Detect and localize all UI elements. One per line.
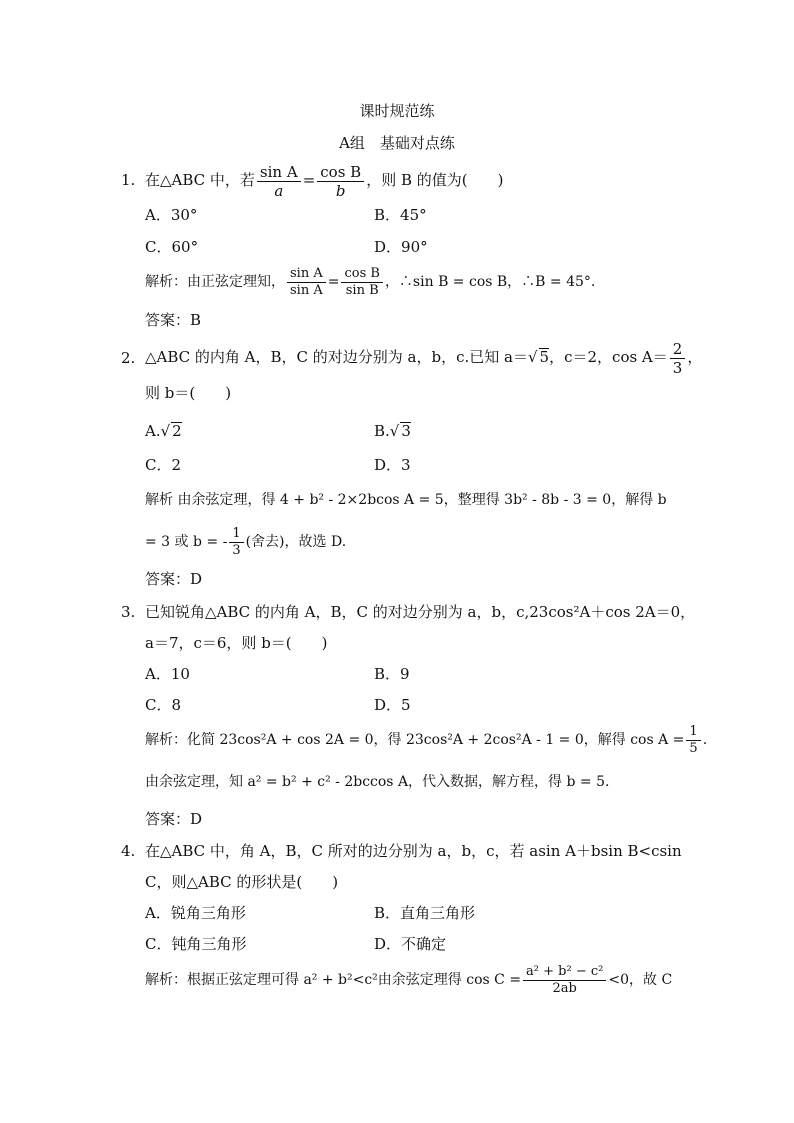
q2-solution-line-1 [145,490,667,510]
sqrt-icon: √ [389,422,400,440]
q1-stem-text-b: ，则 B 的值为( ) [366,171,504,189]
q2-option-b [374,421,411,441]
q3-solution-label: 解析： [145,732,187,748]
q4-solution-text-a: 根据正弦定理可得 a² + b²<c²由余弦定理得 cos C = [187,972,522,988]
q2-option-d: D．3 [374,456,411,474]
q2-solution-text-2b: (舍去)，故选 D. [245,534,347,550]
q3-answer: 答案：D [145,810,203,828]
q1-sol-frac2-denominator: sin B [345,282,379,298]
q2-sqrt-value: 5 [539,348,550,366]
question-4-stem-line-2: C，则△ABC 的形状是( ) [145,873,339,891]
q2-solution-text-2a: = 3 或 b = - [145,534,228,550]
q1-sol-frac1-numerator: sin A [287,266,326,283]
q1-solution-text-a: 由正弦定理知， [187,274,285,290]
q1-equals: = [302,171,316,189]
question-2-number: 2. [121,349,136,367]
sqrt-icon: √ [160,422,171,440]
question-4-stem-line-1: 在△ABC 中，角 A，B，C 所对的边分别为 a，b，c，若 asin A＋bsin B<csin [145,842,682,860]
q1-option-b: B．45° [374,206,427,224]
q1-sol-frac2-numerator: cos B [341,266,382,283]
q1-solution-fraction-1 [287,266,326,299]
q4-option-b: B．直角三角形 [374,904,476,922]
q2-sol-frac-denominator: 3 [232,542,241,558]
q1-option-a: A．30° [145,206,198,224]
q1-solution [145,262,595,302]
q3-solution-line-2: 由余弦定理，知 a² = b² + c² - 2bccos A，代入数据，解方程，得 b = 5. [145,774,610,790]
q2-option-b-value: 3 [401,422,411,440]
q2-solution-text-1: 由余弦定理，得 4 + b² - 2×2bcos A = 5，整理得 3b² - 8b - 3 = 0，解得 b [177,492,667,508]
q1-solution-fraction-2 [341,266,382,299]
group-heading: A组 基础对点练 [339,134,455,152]
sqrt-icon: √ [527,348,538,366]
q4-option-a: A．锐角三角形 [145,904,246,922]
q1-solution-text-b: ，∴sin B = cos B，∴B = 45°. [384,274,596,290]
q2-option-a [145,421,182,441]
q1-fraction-1 [257,163,301,200]
q3-solution-fraction [686,724,700,757]
q4-solution-fraction [523,964,606,997]
q1-frac1-denominator: a [274,181,284,200]
q2-stem-text-b: ，c＝2，cos A＝ [549,348,668,366]
q3-option-b: B．9 [374,665,410,683]
q1-option-c: C．60° [145,238,199,256]
q2-stem-text-c: ， [687,348,703,366]
q2-solution-label: 解析 [145,492,173,508]
q2-option-b-label: B. [374,422,390,440]
q1-sol-frac1-denominator: sin A [290,282,323,298]
q2-option-c: C．2 [145,456,182,474]
q1-frac1-numerator: sin A [257,163,301,182]
page-title: 课时规范练 [359,102,435,120]
q2-stem-text-a: △ABC 的内角 A，B，C 的对边分别为 a，b，c.已知 a＝ [145,348,528,366]
q2-solution-fraction [229,526,243,559]
q3-option-c: C．8 [145,696,182,714]
question-3-stem-line-2: a＝7，c＝6，则 b＝( ) [145,634,328,652]
q1-frac2-numerator: cos B [317,163,364,182]
q4-option-d: D．不确定 [374,935,447,953]
q3-option-d: D．5 [374,696,411,714]
q2-answer: 答案：D [145,570,203,588]
question-2-stem-line-2: 则 b＝( ) [145,384,232,402]
question-4-number: 4. [121,842,136,860]
q3-solution-text-1: 化简 23cos²A + cos 2A = 0，得 23cos²A + 2cos²A - 1 = 0，解得 cos A = [187,732,685,748]
q4-sol-frac-numerator: a² + b² − c² [523,964,606,981]
q1-answer: 答案：B [145,311,202,329]
q2-option-a-label: A. [145,422,161,440]
q3-sol-frac-numerator: 1 [686,724,700,741]
question-3-stem-line-1: 已知锐角△ABC 的内角 A，B，C 的对边分别为 a，b，c,23cos²A＋cos 2A＝0， [145,603,696,621]
q2-solution-line-2 [145,522,346,562]
question-2-stem-line-1 [145,336,702,378]
q4-solution [145,958,672,1002]
q2-frac-numerator: 2 [670,340,686,359]
q3-solution-text-1-end: . [702,732,708,748]
q3-sol-frac-denominator: 5 [689,740,698,756]
q1-solution-label: 解析： [145,274,187,290]
question-1-stem [145,160,503,200]
question-3-number: 3. [121,603,136,621]
q4-sol-frac-denominator: 2ab [552,980,577,996]
q1-stem-text-a: 在△ABC 中，若 [145,171,255,189]
q4-solution-text-b: <0，故 C [608,972,673,988]
q2-sol-frac-numerator: 1 [229,526,243,543]
q4-solution-label: 解析： [145,972,187,988]
q2-fraction [670,340,686,377]
q2-frac-denominator: 3 [672,358,683,377]
question-1-number: 1. [121,171,136,189]
q1-frac2-denominator: b [335,181,346,200]
q3-option-a: A．10 [145,665,190,683]
q2-option-a-value: 2 [172,422,182,440]
q3-solution-line-1 [145,720,707,760]
q1-solution-equals: = [327,274,340,290]
q4-option-c: C．钝角三角形 [145,935,247,953]
q1-fraction-2 [317,163,364,200]
q1-option-d: D．90° [374,238,428,256]
